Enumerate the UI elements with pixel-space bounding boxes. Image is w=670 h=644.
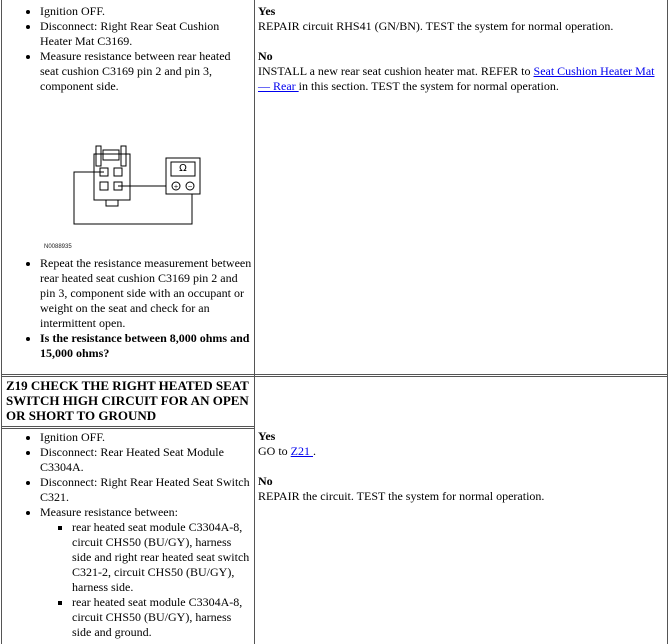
- list-item-text: Measure resistance between:: [40, 505, 178, 519]
- yes-action: REPAIR circuit RHS41 (GN/BN). TEST the system for normal operation.: [258, 19, 614, 33]
- list-item: • Repeat the resistance measurement between rear heated seat cushion C3169 pin 2 and pin 3, component side with an occupant or weight on the seat and check for an intermittent open.: [40, 256, 252, 331]
- procedure-list: [2, 4, 252, 94]
- table-row-divider: [1, 376, 668, 377]
- svg-text:−: −: [187, 183, 193, 191]
- step-heading-cell: [6, 378, 250, 423]
- resistance-measurement-figure: [70, 142, 230, 242]
- ohm-symbol: Ω: [179, 163, 187, 174]
- procedure-list: [2, 256, 252, 361]
- list-item: • Ignition OFF.: [40, 430, 252, 445]
- sub-list: [40, 520, 252, 640]
- no-label: No: [258, 49, 273, 63]
- svg-text:+: +: [173, 183, 179, 191]
- list-item: • Disconnect: Right Rear Seat Cushion Heater Mat C3169.: [40, 19, 252, 49]
- sub-list-item: ▪ rear heated seat module C3304A-8, circuit CHS50 (BU/GY), harness side and ground.: [72, 595, 252, 640]
- yes-action-text: .: [313, 444, 317, 458]
- seat-cushion-heater-mat-link[interactable]: Seat Cushion Heater Mat — Rear: [258, 64, 655, 93]
- no-action: [258, 64, 664, 94]
- no-label: No: [258, 474, 273, 488]
- step-z21-link[interactable]: Z21: [290, 444, 314, 458]
- list-item: • Measure resistance between rear heated seat cushion C3169 pin 2 and pin 3, component side.: [40, 49, 252, 94]
- procedure-list: [2, 430, 252, 640]
- yes-label: Yes: [258, 4, 276, 18]
- question-item: • Is the resistance between 8,000 ohms and 15,000 ohms?: [40, 331, 252, 361]
- list-item: • Disconnect: Right Rear Heated Seat Switch C321.: [40, 475, 252, 505]
- table-border-right: [667, 0, 668, 644]
- no-action-text: INSTALL a new rear seat cushion heater mat. REFER to: [258, 64, 534, 78]
- yes-label: Yes: [258, 429, 276, 443]
- step-result-cell: [258, 4, 664, 94]
- step-result-cell: [258, 429, 664, 504]
- table-row-divider: [1, 428, 255, 429]
- list-item: • Disconnect: Rear Heated Seat Module C3304A.: [40, 445, 252, 475]
- sub-list-item: ▪ rear heated seat module C3304A-8, circuit CHS50 (BU/GY), harness side and right rear heated seat switch C321-2, circuit CHS50 (BU/GY), harness side.: [72, 520, 252, 595]
- step-procedure-cell-lower: [2, 256, 252, 361]
- table-row-divider: [1, 374, 668, 375]
- table-row-divider: [1, 426, 255, 427]
- connector-icon: [94, 146, 130, 206]
- no-action-text: in this section. TEST the system for normal operation.: [298, 79, 559, 93]
- yes-action: [258, 444, 664, 459]
- list-item: • Ignition OFF.: [40, 4, 252, 19]
- yes-action-text: GO to: [258, 444, 291, 458]
- step-heading: Z19 CHECK THE RIGHT HEATED SEAT SWITCH HIGH CIRCUIT FOR AN OPEN OR SHORT TO GROUND: [6, 378, 249, 423]
- no-action: REPAIR the circuit. TEST the system for normal operation.: [258, 489, 545, 503]
- list-item: [40, 505, 252, 640]
- step-procedure-cell: [2, 4, 252, 94]
- step-procedure-cell: [2, 430, 252, 640]
- table-column-divider: [254, 0, 255, 644]
- figure-caption: N0088935: [44, 244, 72, 250]
